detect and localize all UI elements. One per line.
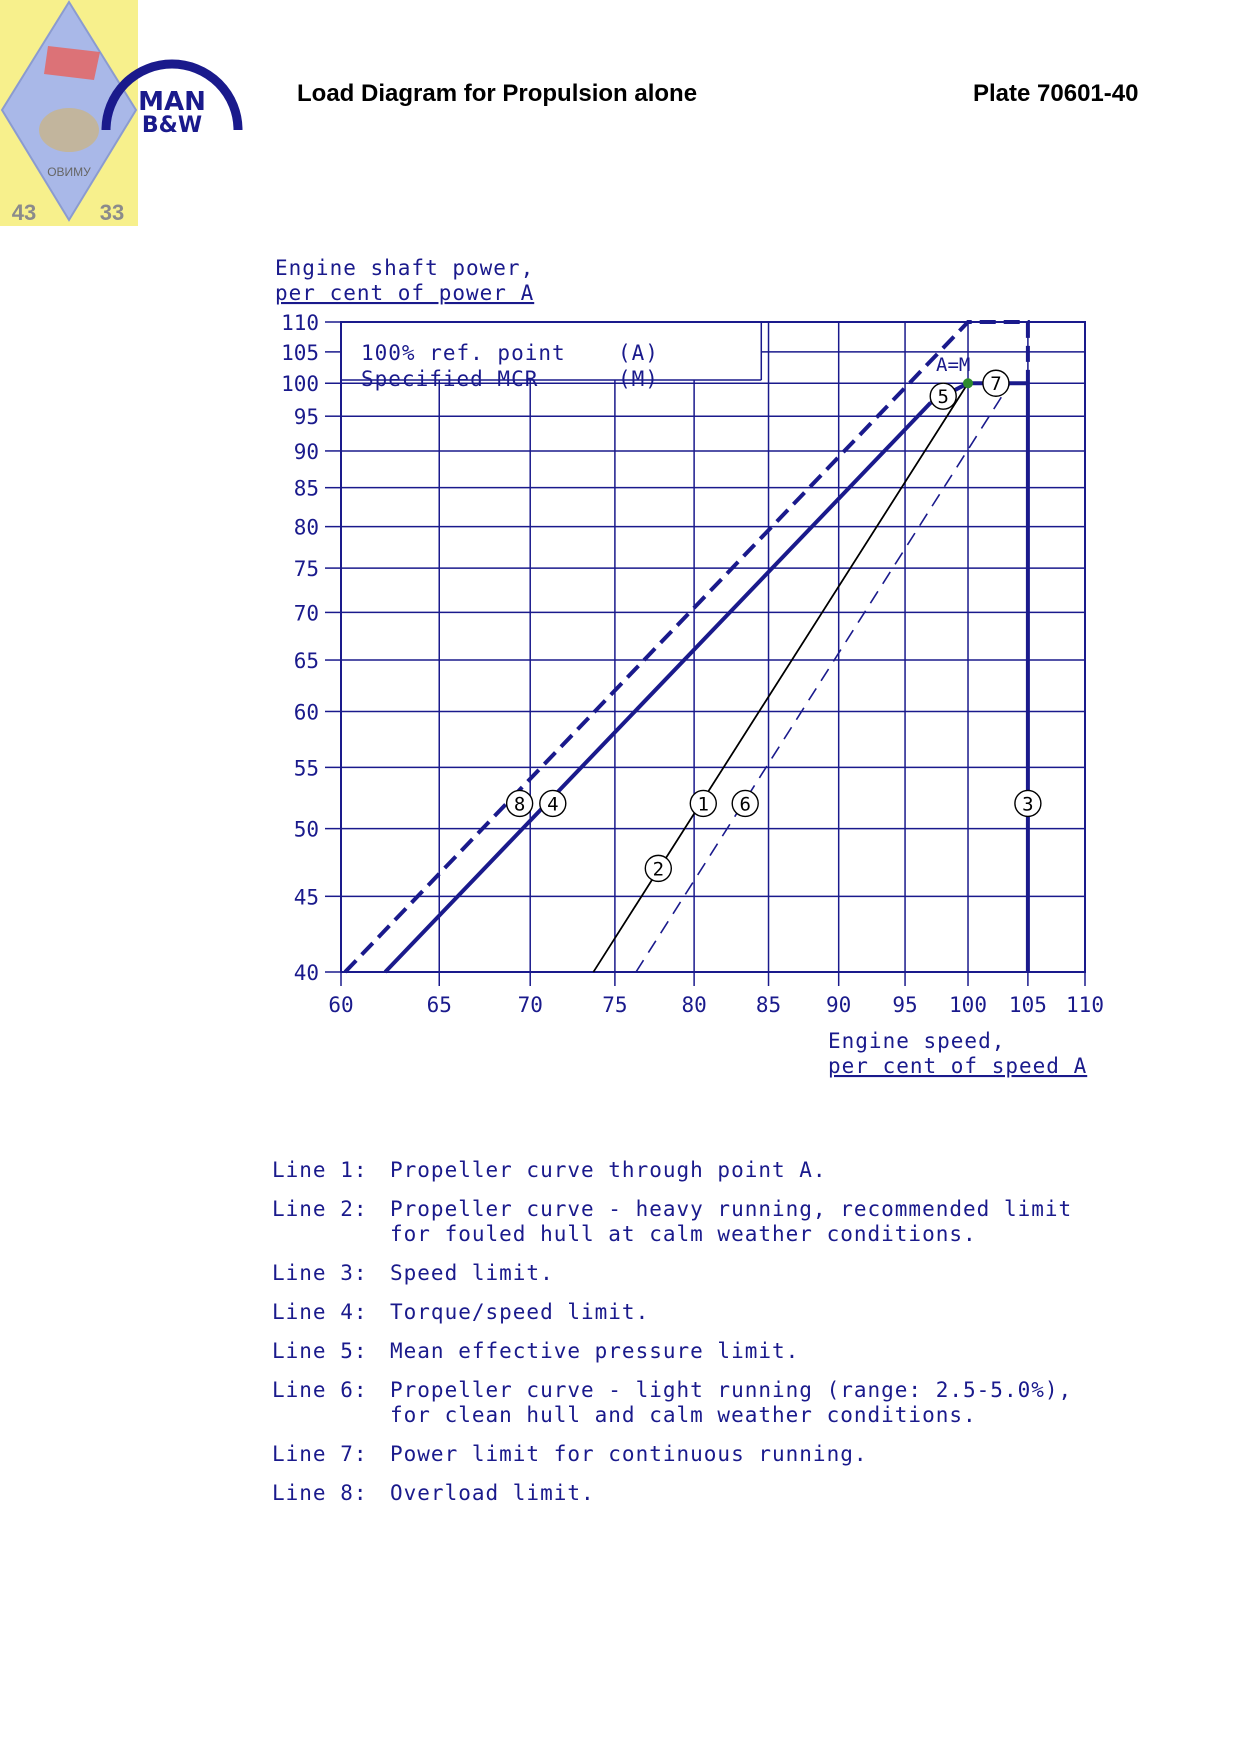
y-tick-label: 75	[293, 557, 319, 582]
x-tick-label: 95	[892, 993, 918, 1017]
line-marker-label: 7	[990, 373, 1002, 396]
legend-row	[272, 1158, 1110, 1183]
legend-row	[272, 1378, 1110, 1428]
legend-line-label: Line 7:	[272, 1442, 368, 1466]
legend-row	[272, 1197, 1110, 1247]
x-axis-title: Engine speed,	[828, 1029, 1006, 1053]
legend-row	[272, 1442, 1110, 1467]
legend-line-description: Propeller curve - heavy running, recommended limit for fouled hull at calm weather conditions.	[390, 1197, 1073, 1246]
x-axis-subtitle: per cent of speed A	[828, 1054, 1088, 1078]
y-tick-label: 95	[293, 405, 319, 430]
y-tick-label: 90	[293, 439, 319, 464]
legend-line-label: Line 2:	[272, 1197, 368, 1221]
line-marker-label: 5	[937, 386, 949, 409]
badge-right-number: 33	[99, 200, 125, 225]
legend-line-label: Line 3:	[272, 1261, 368, 1285]
y-tick-label: 85	[293, 476, 319, 501]
legend-line-description: Propeller curve through point A.	[390, 1158, 827, 1182]
logo-line1: MAN	[138, 87, 206, 117]
legend-line-description: Power limit for continuous running.	[390, 1442, 868, 1466]
x-tick-label: 85	[755, 993, 782, 1017]
legend-row	[272, 1300, 1110, 1325]
x-tick-label: 65	[426, 993, 452, 1017]
legend-row	[272, 1261, 1110, 1286]
y-tick-label: 105	[281, 340, 319, 365]
info-box-text: Specified MCR	[361, 367, 539, 391]
x-tick-label: 70	[517, 993, 543, 1017]
a-m-point-label: A=M	[936, 354, 971, 377]
x-tick-label: 100	[949, 993, 987, 1017]
series-line-8	[345, 322, 1028, 972]
legend-line-description: Speed limit.	[390, 1261, 554, 1285]
line-marker-label: 6	[739, 793, 751, 816]
info-box-text: 100% ref. point	[361, 341, 566, 365]
y-tick-label: 100	[281, 372, 319, 397]
x-tick-label: 60	[328, 993, 354, 1017]
info-box-text: (A)	[618, 341, 659, 365]
y-tick-label: 55	[293, 756, 319, 781]
y-tick-label: 65	[293, 649, 319, 674]
y-tick-label: 110	[281, 311, 319, 335]
series-line-6	[636, 383, 1010, 972]
legend-row	[272, 1339, 1110, 1364]
y-tick-label: 40	[293, 961, 319, 985]
legend-line-label: Line 4:	[272, 1300, 368, 1324]
y-tick-label: 60	[293, 700, 319, 725]
legend-line-label: Line 1:	[272, 1158, 368, 1182]
legend-line-label: Line 5:	[272, 1339, 368, 1363]
y-tick-label: 80	[293, 515, 319, 540]
x-tick-label: 75	[602, 993, 628, 1017]
legend-line-label: Line 6:	[272, 1378, 368, 1402]
y-axis-title: Engine shaft power,	[275, 256, 535, 280]
legend	[272, 1158, 1110, 1520]
line-marker-label: 8	[513, 793, 526, 816]
x-tick-label: 105	[1008, 993, 1047, 1017]
y-axis-subtitle: per cent of power A	[275, 281, 535, 305]
line-marker-label: 3	[1022, 793, 1034, 816]
x-tick-label: 90	[826, 993, 852, 1017]
x-tick-label: 80	[681, 993, 707, 1017]
y-tick-label: 45	[293, 885, 319, 910]
line-marker-label: 2	[652, 858, 665, 881]
x-tick-label: 110	[1066, 993, 1104, 1017]
line-marker-label: 1	[697, 793, 710, 816]
plot-frame	[341, 322, 1085, 972]
legend-line-label: Line 8:	[272, 1481, 368, 1505]
info-box-text: (M)	[618, 367, 659, 391]
legend-line-description: Mean effective pressure limit.	[390, 1339, 800, 1363]
legend-row	[272, 1481, 1110, 1506]
plate-number: Plate 70601-40	[973, 80, 1139, 107]
y-tick-label: 70	[293, 601, 319, 626]
series-line-2	[593, 383, 968, 972]
legend-line-description: Overload limit.	[390, 1481, 595, 1505]
y-tick-label: 50	[293, 817, 319, 842]
badge-text: ОВИМУ	[47, 165, 91, 179]
a-m-point	[963, 378, 973, 388]
badge-left-number: 43	[11, 200, 37, 225]
page-title: Load Diagram for Propulsion alone	[297, 80, 698, 107]
logo-line2: B&W	[141, 113, 203, 136]
legend-line-description: Torque/speed limit.	[390, 1300, 650, 1324]
line-marker-label: 4	[547, 793, 559, 816]
legend-line-description: Propeller curve - light running (range: 2.5-5.0%), for clean hull and calm weather conditions.	[390, 1378, 1073, 1427]
